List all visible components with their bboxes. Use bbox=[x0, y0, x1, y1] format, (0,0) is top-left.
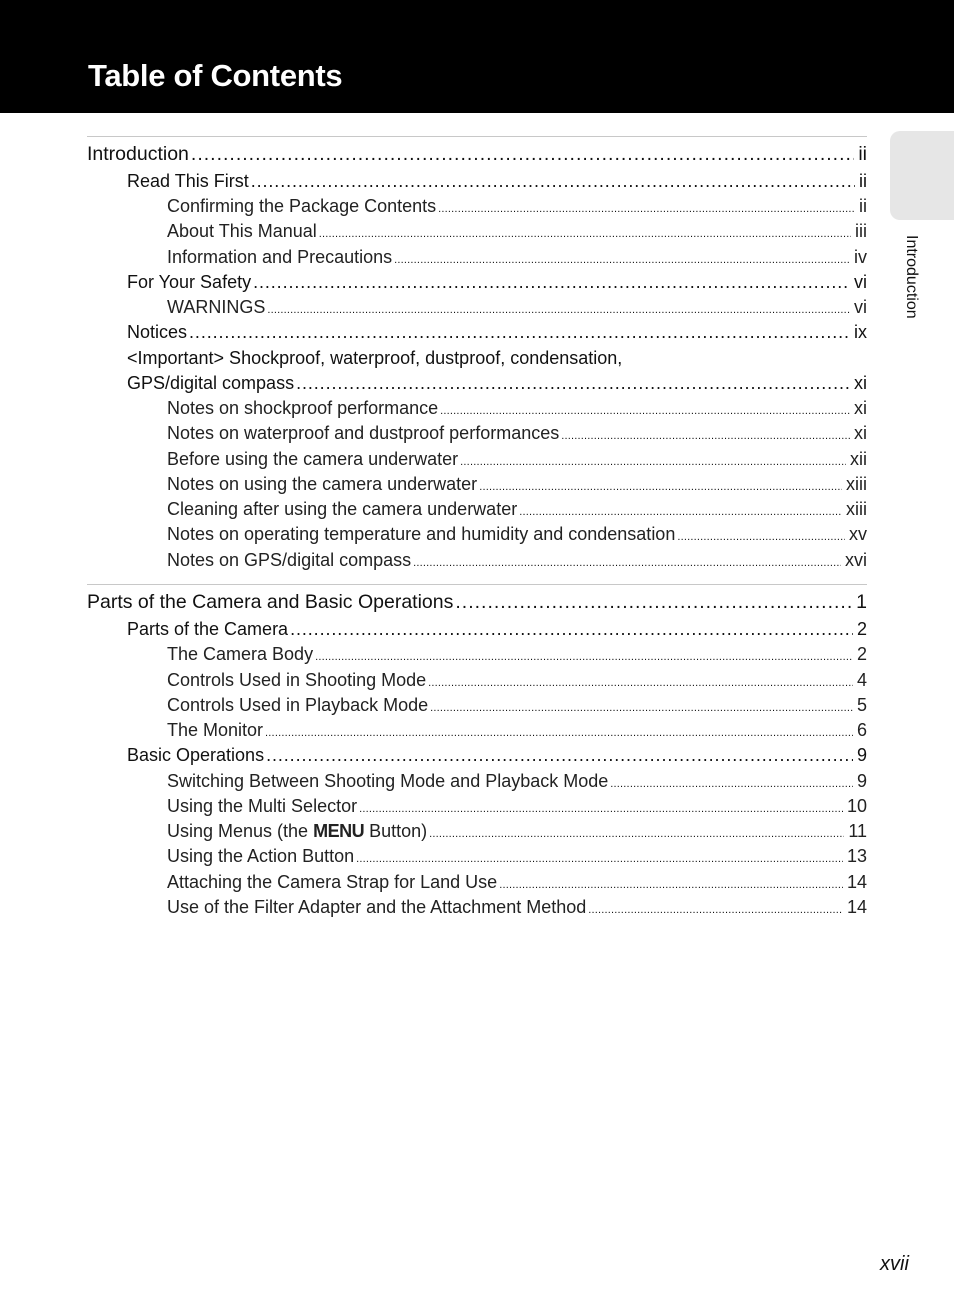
leader-dots bbox=[251, 170, 855, 192]
toc-entry-title: Switching Between Shooting Mode and Playback Mode bbox=[167, 771, 609, 791]
leader-dots bbox=[440, 397, 850, 422]
toc-entry-page: iii bbox=[855, 221, 867, 241]
toc-entry-page: 13 bbox=[846, 846, 867, 866]
section-tab-label: Introduction bbox=[903, 235, 920, 319]
leader-dots bbox=[315, 643, 853, 668]
leader-dots bbox=[267, 296, 850, 321]
leader-dots bbox=[561, 422, 850, 447]
leader-dots bbox=[429, 820, 844, 845]
leader-dots bbox=[359, 795, 843, 820]
toc-entry[interactable] bbox=[127, 321, 867, 343]
toc-entry[interactable] bbox=[167, 473, 867, 495]
toc-entry-page: 2 bbox=[856, 619, 867, 639]
toc-entry[interactable] bbox=[167, 820, 867, 842]
leader-dots bbox=[588, 896, 843, 921]
toc-entry[interactable] bbox=[167, 523, 867, 545]
toc-entry-title: Using the Multi Selector bbox=[167, 796, 358, 816]
leader-dots bbox=[191, 143, 854, 165]
toc-entry[interactable] bbox=[167, 643, 867, 665]
leader-dots bbox=[428, 669, 853, 694]
toc-entry[interactable] bbox=[167, 246, 867, 268]
toc-entry[interactable] bbox=[167, 694, 867, 716]
toc-entry[interactable] bbox=[167, 397, 867, 419]
toc-entry[interactable] bbox=[127, 271, 867, 293]
toc-entry-title: Notes on using the camera underwater bbox=[167, 474, 478, 494]
toc-entry-page: 5 bbox=[856, 695, 867, 715]
toc-entry-title: Confirming the Package Contents bbox=[167, 196, 437, 216]
toc-entry-title: Controls Used in Playback Mode bbox=[167, 695, 429, 715]
toc-entry-title: Notes on shockproof performance bbox=[167, 398, 439, 418]
toc-entry-page: xiii bbox=[846, 499, 867, 519]
leader-dots bbox=[189, 321, 850, 343]
leader-dots bbox=[290, 618, 853, 640]
toc-entry-page: 9 bbox=[856, 745, 867, 765]
toc-entry-title: GPS/digital compass bbox=[127, 373, 295, 393]
toc-entry-page: iv bbox=[854, 247, 867, 267]
toc-entry-page: 14 bbox=[846, 897, 867, 917]
toc-entry-title: Notes on waterproof and dustproof performances bbox=[167, 423, 560, 443]
toc-entry-title: Attaching the Camera Strap for Land Use bbox=[167, 872, 498, 892]
toc-entry-page: xi bbox=[854, 373, 867, 393]
toc-entry-title: The Monitor bbox=[167, 720, 264, 740]
leader-dots bbox=[413, 549, 841, 574]
toc-entry[interactable] bbox=[167, 549, 867, 571]
toc-entry-title: For Your Safety bbox=[127, 272, 252, 292]
leader-dots bbox=[266, 744, 853, 766]
toc-entry[interactable] bbox=[167, 498, 867, 520]
toc-entry-title: Notices bbox=[127, 322, 188, 342]
leader-dots bbox=[438, 195, 855, 220]
toc-entry-title: Information and Precautions bbox=[167, 247, 393, 267]
toc-entry-title: Notes on GPS/digital compass bbox=[167, 550, 412, 570]
leader-dots bbox=[460, 448, 846, 473]
toc-entry-page: ii bbox=[859, 171, 867, 191]
toc-entry-title: Before using the camera underwater bbox=[167, 449, 459, 469]
toc-entry-page: xi bbox=[854, 398, 867, 418]
toc-entry-title: Cleaning after using the camera underwater bbox=[167, 499, 518, 519]
leader-dots bbox=[455, 591, 852, 613]
toc-entry-page: 4 bbox=[856, 670, 867, 690]
leader-dots bbox=[265, 719, 853, 744]
leader-dots bbox=[519, 498, 842, 523]
toc-entry-page: xvi bbox=[845, 550, 867, 570]
toc-entry-title: WARNINGS bbox=[167, 297, 266, 317]
toc-entry-title bbox=[167, 820, 427, 842]
toc-entry[interactable] bbox=[127, 618, 867, 640]
toc-entry-title: About This Manual bbox=[167, 221, 317, 241]
leader-dots bbox=[296, 372, 850, 394]
leader-dots bbox=[499, 871, 843, 896]
toc-entry-title: Parts of the Camera bbox=[127, 619, 289, 639]
toc-entry[interactable] bbox=[127, 744, 867, 766]
leader-dots bbox=[430, 694, 853, 719]
toc-entry-page: xv bbox=[849, 524, 867, 544]
toc-entry[interactable] bbox=[167, 795, 867, 817]
toc-entry-page: 9 bbox=[856, 771, 867, 791]
page-title: Table of Contents bbox=[88, 58, 343, 93]
leader-dots bbox=[610, 770, 853, 795]
toc-entry[interactable] bbox=[87, 143, 867, 165]
toc-entry-title: Controls Used in Shooting Mode bbox=[167, 670, 427, 690]
leader-dots bbox=[677, 523, 845, 548]
leader-dots bbox=[319, 220, 851, 245]
toc-entry-page: vi bbox=[854, 272, 867, 292]
leader-dots bbox=[479, 473, 842, 498]
toc-entry-page: 2 bbox=[856, 644, 867, 664]
toc-entry-page: xii bbox=[850, 449, 867, 469]
toc-entry[interactable] bbox=[167, 719, 867, 741]
toc-entry[interactable] bbox=[167, 770, 867, 792]
toc-entry-title: Basic Operations bbox=[127, 745, 265, 765]
leader-dots bbox=[356, 845, 843, 870]
toc-entry-title: Using the Action Button bbox=[167, 846, 355, 866]
toc-entry-page: 6 bbox=[856, 720, 867, 740]
toc-entry-page: vi bbox=[854, 297, 867, 317]
toc-entry-page: ii bbox=[858, 143, 867, 165]
toc-entry-title: Parts of the Camera and Basic Operations bbox=[87, 591, 454, 613]
page-number: xvii bbox=[880, 1253, 909, 1275]
toc-entry-page: 14 bbox=[846, 872, 867, 892]
toc-entry[interactable] bbox=[167, 220, 867, 242]
toc-entry[interactable] bbox=[167, 422, 867, 444]
toc-entry-title: Notes on operating temperature and humidity and condensation bbox=[167, 524, 676, 544]
toc-entry[interactable] bbox=[167, 871, 867, 893]
toc-entry[interactable] bbox=[167, 296, 867, 318]
toc-entry[interactable] bbox=[127, 170, 867, 192]
leader-dots bbox=[394, 246, 850, 271]
toc-entry[interactable] bbox=[167, 448, 867, 470]
toc-entry[interactable] bbox=[167, 845, 867, 867]
toc-entry-title-after: Button) bbox=[364, 821, 428, 841]
toc-entry-page: 11 bbox=[848, 821, 867, 841]
section-divider bbox=[87, 136, 867, 137]
toc-entry-title: The Camera Body bbox=[167, 644, 314, 664]
leader-dots bbox=[253, 271, 850, 293]
toc-entry-page: ii bbox=[859, 196, 867, 216]
toc-entry-title-before: Using Menus (the bbox=[167, 821, 314, 841]
menu-button-icon: MENU bbox=[313, 821, 365, 841]
toc-entry-page: 10 bbox=[846, 796, 867, 816]
toc-entry-title[interactable]: <Important> Shockproof, waterproof, dustproof, condensation, bbox=[127, 348, 623, 368]
toc-entry-page: xi bbox=[854, 423, 867, 443]
toc-entry[interactable] bbox=[127, 372, 867, 394]
toc-entry-title: Read This First bbox=[127, 171, 249, 191]
toc-entry-title: Introduction bbox=[87, 143, 189, 165]
toc-entry[interactable] bbox=[167, 195, 867, 217]
toc-entry-page: xiii bbox=[846, 474, 867, 494]
section-divider bbox=[87, 584, 867, 585]
toc-entry[interactable] bbox=[87, 591, 867, 613]
toc-entry-page: 1 bbox=[856, 591, 867, 613]
toc-entry-title: Use of the Filter Adapter and the Attachment Method bbox=[167, 897, 587, 917]
toc-entry[interactable] bbox=[167, 669, 867, 691]
toc-entry[interactable] bbox=[167, 896, 867, 918]
toc-entry-page: ix bbox=[854, 322, 867, 342]
